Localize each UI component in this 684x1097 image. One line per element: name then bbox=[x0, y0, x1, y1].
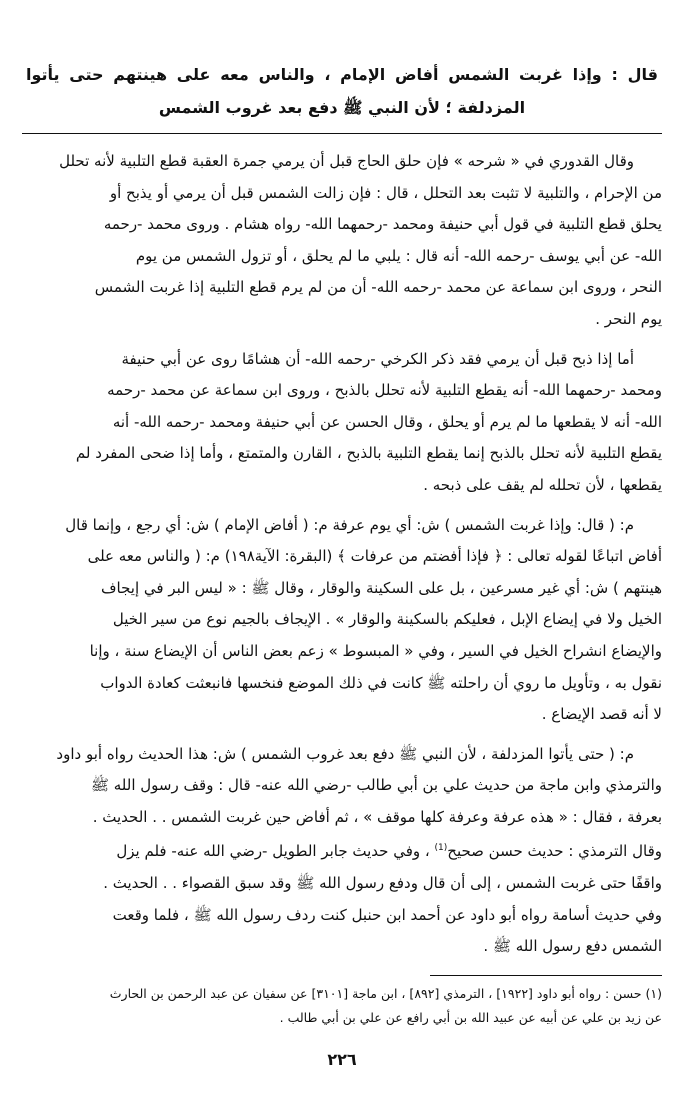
heading-divider bbox=[22, 133, 662, 134]
text-line: الله- أنه لا يقطعها ما لم يرم أو يحلق ، وقال الحسن عن أبي حنيفة ومحمد -رحمه الله- أنه bbox=[112, 412, 662, 431]
paragraph-ifada bbox=[22, 510, 662, 731]
text-line: نقول به ، وتأويل ما روي أن راحلته ﷺ كانت في ذلك الموضع فنخسها فانبعثت كعادة الدواب bbox=[100, 673, 662, 692]
text-line: من الإحرام ، والتلبية لا تثبت بعد التحلل ، قال : فإن زالت الشمس قبل أن يرمي أو يذبح أو bbox=[109, 183, 662, 202]
text-line: أما إذا ذبح قبل أن يرمي فقد ذكر الكرخي -رحمه الله- أن هشامًا روى عن أبي حنيفة bbox=[121, 349, 634, 368]
footnote-line: عن زيد بن علي عن أبيه عن عبيد الله بن أبي رافع عن علي بن أبي طالب . bbox=[279, 1009, 662, 1025]
text-segment: وقال الترمذي : حديث حسن صحيح bbox=[447, 842, 662, 861]
footnote-ref[interactable]: (1) bbox=[434, 843, 448, 854]
page-number: ٢٢٦ bbox=[327, 1050, 357, 1069]
text-line: م: ( قال: وإذا غربت الشمس ) ش: أي يوم عرفة م: ( أفاض الإمام ) ش: أي رجع ، وإنما قال bbox=[65, 515, 634, 534]
text-line: لا أنه قصد الإيضاع . bbox=[541, 705, 662, 724]
text-line: النحر ، وروى ابن سماعة عن محمد -رحمه الله- أن من لم يرم قطع التلبية إذا غربت الشمس bbox=[94, 278, 662, 297]
text-line: واقفًا حتى غربت الشمس ، إلى أن قال ودفع رسول الله ﷺ وقد سبق القصواء . . الحديث . bbox=[103, 874, 662, 893]
text-line: والإيضاع انشراح الخيل في السير ، وفي « المبسوط » زعم بعض الناس أن الإيضاع سنة ، وإنا bbox=[89, 641, 662, 660]
text-segment: ، وفي حديث جابر الطويل -رضي الله عنه- فلم يزل bbox=[116, 842, 435, 861]
text-line: بعرفة ، فقال : « هذه عرفة وعرفة كلها موقف » ، ثم أفاض حين غربت الشمس . . الحديث . bbox=[92, 807, 662, 826]
text-line: ومحمد -رحمهما الله- أنه يقطع التلبية لأنه تحلل بالذبح ، وروى ابن سماعة عن محمد -رحمه bbox=[107, 381, 662, 400]
paragraph-qudury bbox=[22, 146, 662, 336]
text-line: م: ( حتى يأتوا المزدلفة ، لأن النبي ﷺ دفع بعد غروب الشمس ) ش: هذا الحديث رواه أبو داود bbox=[56, 744, 634, 763]
text-line: الشمس دفع رسول الله ﷺ . bbox=[483, 937, 662, 956]
footnote-line: (١) حسن : رواه أبو داود [١٩٢٢] ، الترمذي [٨٩٢] ، ابن ماجة [٣١٠١] عن سفيان عن عبد الرحمن بن الحارث bbox=[109, 985, 662, 1001]
document-page bbox=[22, 58, 662, 1030]
text-line: يقطع التلبية لأنه تحلل بالذبح إنما يقطع التلبية بالذبح ، القارن والمتمتع ، وأما إذا ضحى المفرد لم bbox=[75, 444, 662, 463]
text-line: والترمذي وابن ماجة من حديث علي بن أبي طالب -رضي الله عنه- قال : وقف رسول الله ﷺ bbox=[90, 776, 662, 795]
footnote-divider bbox=[430, 975, 662, 976]
matn-heading: قال : وإذا غربت الشمس أفاض الإمام ، والناس معه على هينتهم حتى يأتوا المزدلفة ؛ لأن النبي ﷺ دفع بعد غروب الشمس bbox=[26, 65, 658, 117]
text-line: وفي حديث أسامة رواه أبو داود عن أحمد ابن حنبل كنت ردف رسول الله ﷺ ، فلما وقعت bbox=[112, 905, 662, 924]
text-line: أفاض اتباعًا لقوله تعالى : ﴿ فإذا أفضتم من عرفات ﴾ (البقرة: الآية١٩٨) م: ( والناس معه على bbox=[87, 547, 662, 566]
text-line: يوم النحر . bbox=[595, 309, 662, 328]
text-line: وقال القدوري في « شرحه » فإن حلق الحاج قبل أن يرمي جمرة العقبة قطع التلبية لأنه تحلل bbox=[59, 152, 634, 170]
paragraph-dhabh bbox=[22, 344, 662, 502]
text-line: يحلق قطع التلبية في قول أبي حنيفة ومحمد -رحمهما الله- رواه هشام . وروى محمد -رحمه bbox=[103, 215, 662, 234]
paragraph-muzdalifa bbox=[22, 739, 662, 963]
text-line bbox=[22, 833, 662, 868]
text-line: الخيل ولا في إيضاع الإبل ، فعليكم بالسكينة والوقار » . الإيجاف بالجيم نوع من سير الخيل bbox=[112, 610, 662, 629]
text-line: يقطعها ، لأن تحلله لم يقف على ذبحه . bbox=[423, 475, 662, 494]
text-line: الله- عن أبي يوسف -رحمه الله- أنه قال : يلبي ما لم يحلق ، أو تزول الشمس من يوم bbox=[135, 246, 662, 265]
text-line: هينتهم ) ش: أي غير مسرعين ، بل على السكينة والوقار ، وقال ﷺ : « ليس البر في إيجاف bbox=[101, 578, 662, 597]
